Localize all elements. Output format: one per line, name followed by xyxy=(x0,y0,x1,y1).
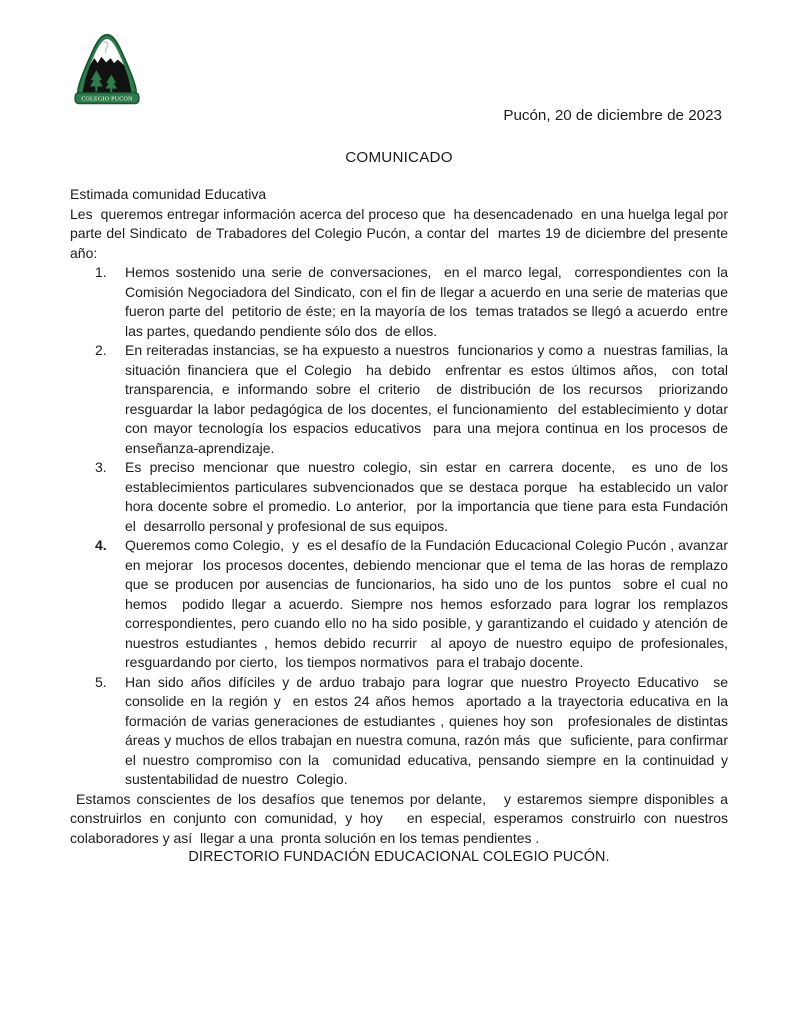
document-title: COMUNICADO xyxy=(345,149,453,166)
date-line: Pucón, 20 de diciembre de 2023 xyxy=(503,107,722,124)
school-logo xyxy=(73,33,141,106)
list-item-number: 5. xyxy=(95,673,107,690)
list-item-4 xyxy=(70,536,732,673)
greeting-line: Estimada comunidad Educativa xyxy=(70,186,267,202)
logo-banner-label: COLEGIO PUCON xyxy=(81,96,133,103)
list-item-5 xyxy=(70,673,736,790)
colegio-pucon-crest-icon xyxy=(73,33,141,106)
signature-line: DIRECTORIO FUNDACIÓN EDUCACIONAL COLEGIO PUCÓN. xyxy=(188,849,610,865)
list-item-number: 3. xyxy=(95,459,107,475)
list-item-number: 1. xyxy=(95,264,107,280)
letter-body xyxy=(70,185,744,868)
list-item-number: 4. xyxy=(95,537,107,553)
numbered-list xyxy=(70,263,744,790)
list-item-text: Han sido años difíciles y de arduo trabajo para lograr que nuestro Proyecto Educativo se consolide en la región y en estos 24 años hemos aportado a la trayectoria educativa en la formación de varias generaciones de estudiantes , quienes hoy son profesionales de distintas áreas y muchos de ellos trabajan en nuestra comuna, razón más que suficiente, para confirmar el nuestro compromiso con la comunidad educativa, pensando siempre en la continuidad y sustentabilidad de nuestro Colegio. xyxy=(125,673,736,787)
list-item-text: Es preciso mencionar que nuestro colegio, sin estar en carrera docente, es uno de los establecimientos particulares subvencionados que se destaca porque ha establecido un valor hora docente sobre el promedio. Lo anterior, por la importancia que tiene para esta Fundación el desarrollo personal y profesional de sus equipos. xyxy=(125,459,744,534)
list-item-1 xyxy=(70,263,732,341)
closing-paragraph: Estamos conscientes de los desafíos que tenemos por delante, y estaremos siempre disponibles a construirlos en conjunto con comunidad, y hoy en especial, esperamos construirlo con nuestros colaboradores y así llegar a una pronta solución en los temas pendientes . xyxy=(70,790,736,846)
intro-paragraph: Les queremos entregar información acerca del proceso que ha desencadenado en una huelga legal por parte del Sindicato de Trabadores del Colegio Pucón, a contar del martes 19 de diciembre del presente año: xyxy=(70,205,732,261)
list-item-2 xyxy=(70,341,736,458)
list-item-text: Hemos sostenido una serie de conversaciones, en el marco legal, correspondientes con la Comisión Negociadora del Sindicato, con el fin de llegar a acuerdo en una serie de materias que fueron parte del petitorio de éste; en la mayoría de los temas tratados se llegó a acuerdo entre las partes, quedando pendiente sólo dos de ellos. xyxy=(125,264,732,339)
list-item-3 xyxy=(70,458,744,536)
list-item-number: 2. xyxy=(95,342,107,358)
list-item-text: En reiteradas instancias, se ha expuesto a nuestros funcionarios y como a nuestras familias, la situación financiera que el Colegio ha debido enfrentar es estos últimos años, con total transparencia, e informando sobre el criterio de distribución de los recursos priorizando resguardar la labor pedagógica de los docentes, el funcionamiento del establecimiento y dotar con mayor tecnología los espacios educativos para una mejora continua en los procesos de enseñanza-aprendizaje. xyxy=(125,342,736,456)
list-item-text: Queremos como Colegio, y es el desafío de la Fundación Educacional Colegio Pucón , avanzar en mejorar los procesos docentes, debiendo mencionar que el tema de las horas de remplazo que se producen por ausencias de funcionarios, ha sido uno de los puntos sobre el cual no hemos podido llegar a acuerdo. Siempre nos hemos esforzado para lograr los remplazos correspondientes, pero cuando ello no ha sido posible, y garantizando el cuidado y atención de nuestros estudiantes , hemos debido recurrir al apoyo de nuestro equipo de profesionales, resguardando por cierto, los tiempos normativos para el trabajo docente. xyxy=(125,537,732,670)
